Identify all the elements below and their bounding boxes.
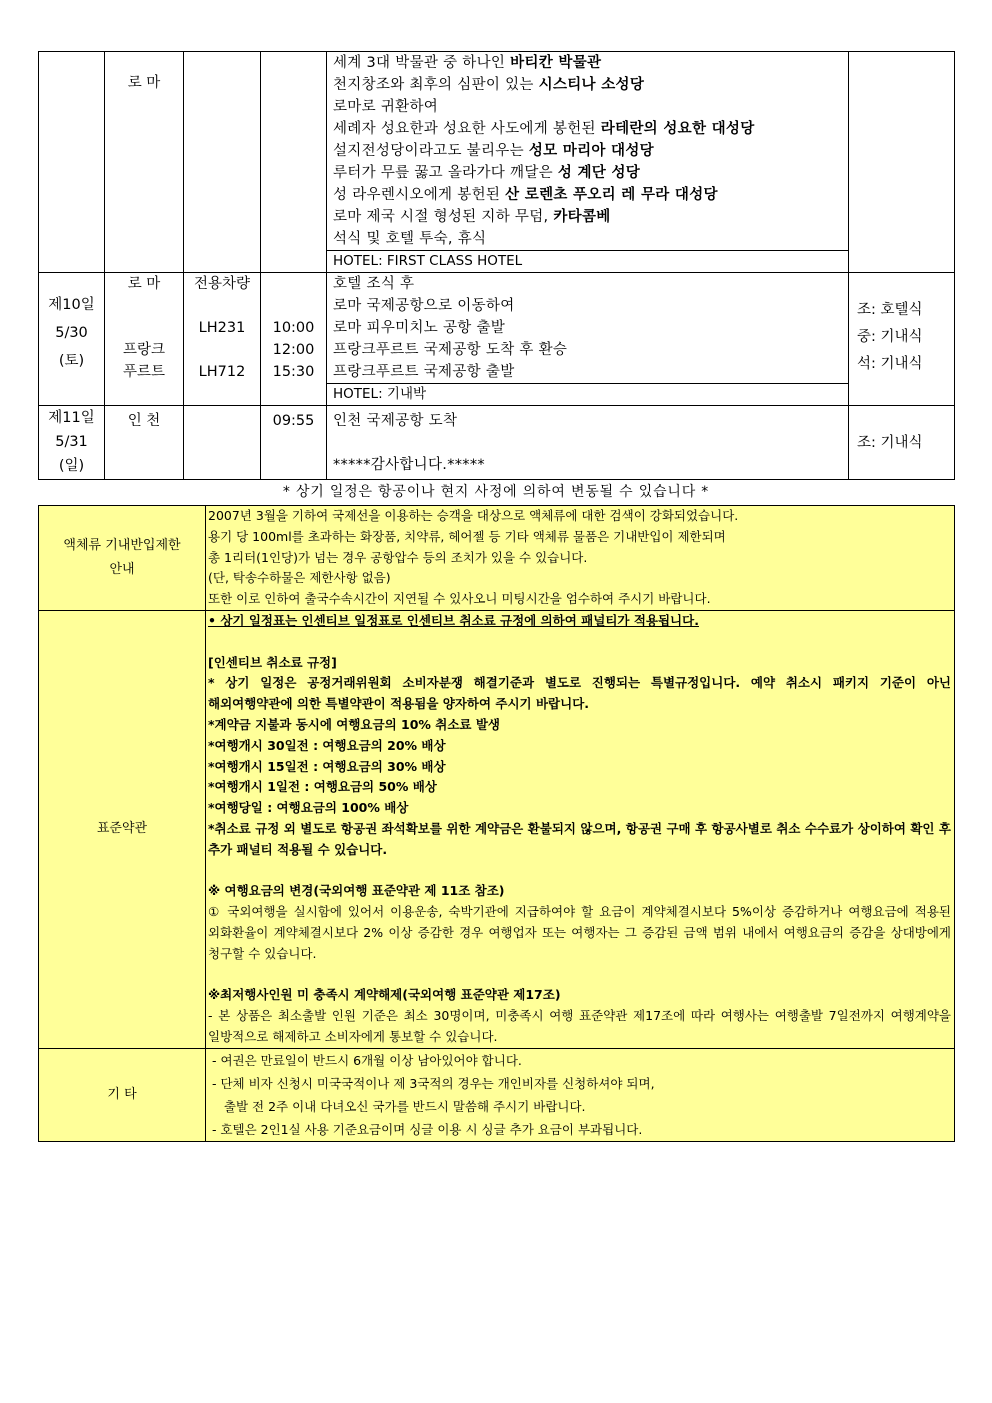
cancel-rule-item: *여행개시 1일전 : 여행요금의 50% 배상: [208, 779, 437, 795]
itinerary-table: [38, 51, 955, 480]
day-date: 5/31: [55, 434, 88, 450]
document-sheet: [38, 51, 954, 1142]
cancel-rules-extra: *취소료 규정 외 별도로 항공권 좌석확보를 위한 계약금은 환불되지 않으며, 항공권 구매 후 항공사별로 취소 수수료가 상이하여 확인 후 추가 패널티 적용될 수 있습니다.: [208, 820, 951, 857]
liquids-line: 2007년 3월을 기하여 국제선을 이용하는 승객을 대상으로 액체류에 대한 검색이 강화되었습니다.: [208, 508, 739, 523]
activity-line: 천지창조와 최후의 심판이 있는 시스티나 소성당: [333, 77, 645, 93]
time-cell: [261, 406, 327, 480]
activity-line: 세례자 성요한과 성요한 사도에게 봉헌된 라테란의 성요한 대성당: [333, 121, 755, 137]
flight-number: LH231: [198, 320, 246, 336]
liquids-content: [206, 506, 955, 611]
activity-line: 프랑크푸르트 국제공항 도착 후 환승: [333, 342, 568, 358]
city-name: 푸르트: [122, 364, 166, 380]
fare-change-title: ※ 여행요금의 변경(국외여행 표준약관 제 11조 참조): [208, 883, 505, 899]
meal-breakfast: 조: 호텔식: [857, 302, 923, 318]
cancel-rule-item: *계약금 지불과 동시에 여행요금의 10% 취소료 발생: [208, 716, 500, 732]
activity-line: 세계 3대 박물관 중 하나인 바티칸 박물관: [333, 55, 602, 71]
time-value: 10:00: [272, 320, 315, 336]
meal-cell: [849, 406, 955, 480]
schedule-change-note: * 상기 일정은 항공이나 현지 사정에 의하여 변동될 수 있습니다 *: [282, 484, 710, 500]
city-cell: [105, 52, 184, 273]
activity-cell: [327, 406, 849, 480]
cancel-rules-intro: * 상기 일정은 공정거래위원회 소비자분쟁 해결기준과 별도로 진행되는 특별규정입니다. 예약 취소시 패키지 기준이 아닌 해외여행약관에 의한 특별약관이 적용됨을 양자하여 주시기 바랍니다.: [208, 675, 951, 712]
city-name: 로 마: [127, 75, 161, 91]
city-cell: [105, 273, 184, 406]
time-value: 15:30: [272, 364, 315, 380]
terms-headline: • 상기 일정표는 인센티브 일정표로 인센티브 취소료 규정에 의하여 패널티가 적용됩니다.: [208, 612, 699, 628]
city-name: 로 마: [127, 276, 161, 292]
time-cell: [261, 52, 327, 273]
time-value: 09:55: [272, 413, 315, 429]
activity-line: 호텔 조식 후: [333, 276, 415, 292]
activity-line: 로마 피우미치노 공항 출발: [333, 320, 506, 336]
city-name: 인 천: [127, 413, 161, 429]
cancel-rules-title: [인센티브 취소료 규정]: [208, 654, 337, 670]
time-cell: [261, 273, 327, 406]
itinerary-row-rome: [39, 52, 955, 273]
liquids-label: 액체류 기내반입제한 안내: [39, 506, 206, 611]
activity-line: [327, 432, 848, 454]
cancel-rule-item: *여행개시 15일전 : 여행요금의 30% 배상: [208, 758, 446, 774]
day-cell: [39, 406, 105, 480]
activity-line: 루터가 무릎 꿇고 올라가다 깨달은 성 계단 성당: [333, 165, 641, 181]
info-row-liquids: [39, 506, 955, 611]
day-weekday: (토): [58, 353, 85, 369]
liquids-line: 용기 당 100ml를 초과하는 화장품, 치약류, 헤어젤 등 기타 액체류 물품은 기내반입이 제한되며: [208, 528, 726, 544]
transport-cell: [184, 406, 261, 480]
activity-line: 인천 국제공항 도착: [333, 413, 458, 429]
day-number: 제10일: [48, 297, 95, 313]
activity-line: 석식 및 호텔 투숙, 휴식: [333, 231, 487, 247]
etc-line: - 여권은 만료일이 반드시 6개월 이상 남아있어야 합니다.: [208, 1052, 522, 1068]
meal-cell: [849, 52, 955, 273]
etc-line: - 호텔은 2인1실 사용 기준요금이며 싱글 이용 시 싱글 추가 요금이 부과됩니다.: [208, 1121, 643, 1137]
flight-number: LH712: [198, 364, 246, 380]
terms-label: 표준약관: [39, 610, 206, 1048]
itinerary-row-day10: [39, 273, 955, 406]
info-table: [38, 505, 955, 1142]
meal-lunch: 중: 기내식: [857, 329, 923, 345]
etc-line: - 단체 비자 신청시 미국국적이나 제 3국적의 경우는 개인비자를 신청하셔야 되며,: [208, 1075, 655, 1091]
activity-cell: [327, 273, 849, 406]
liquids-line: (단, 탁송수하물은 제한사항 없음): [208, 570, 391, 586]
activity-line: *****감사합니다.*****: [333, 457, 485, 473]
itinerary-row-day11: [39, 406, 955, 480]
terms-content: [206, 610, 955, 1048]
hotel-line: HOTEL: 기내박: [327, 383, 848, 405]
hotel-line: HOTEL: FIRST CLASS HOTEL: [327, 250, 848, 272]
day-date: 5/30: [55, 325, 88, 341]
transport-cell: [184, 52, 261, 273]
min-participants-title: ※최저행사인원 미 충족시 계약해제(국외여행 표준약관 제17조): [208, 987, 561, 1003]
etc-content: [206, 1048, 955, 1141]
liquids-line: 총 1리터(1인당)가 넘는 경우 공항압수 등의 조치가 있을 수 있습니다.: [208, 549, 588, 565]
liquids-line: 또한 이로 인하여 출국수속시간이 지연될 수 있사오니 미팅시간을 엄수하여 주시기 바랍니다.: [208, 591, 711, 607]
day-weekday: (일): [58, 458, 85, 474]
day-number: 제11일: [48, 410, 95, 426]
transport-cell: [184, 273, 261, 406]
day-cell: [39, 52, 105, 273]
city-cell: [105, 406, 184, 480]
activity-line: 로마 제국 시절 형성된 지하 무덤, 카타콤베: [333, 209, 611, 225]
activity-line: 로마 국제공항으로 이동하여: [333, 298, 515, 314]
cancel-rule-item: *여행개시 30일전 : 여행요금의 20% 배상: [208, 737, 446, 753]
info-row-etc: [39, 1048, 955, 1141]
time-value: 12:00: [272, 342, 315, 358]
city-name: 프랑크: [122, 342, 166, 358]
cancel-rule-item: *여행당일 : 여행요금의 100% 배상: [208, 800, 409, 816]
day-cell: [39, 273, 105, 406]
transport-vehicle: 전용차량: [193, 276, 251, 292]
min-participants-text: - 본 상품은 최소출발 인원 기준은 최소 30명이며, 미충족시 여행 표준약관 제17조에 따라 여행사는 여행출발 7일전까지 여행계약을 일방적으로 해제하고 소비자에게 통보할 수 있습니다.: [208, 1008, 951, 1044]
meal-cell: [849, 273, 955, 406]
activity-cell: [327, 52, 849, 273]
activity-line: 프랑크푸르트 국제공항 출발: [333, 364, 515, 380]
fare-change-text: ① 국외여행을 실시함에 있어서 이용운송, 숙박기관에 지급하여야 할 요금이 계약체결시보다 5%이상 증감하거나 여행요금에 적용된 외화환율이 계약체결시보다 2% 이상 증감한 경우 여행업자 또는 여행자는 그 증감된 금액 범위 내에서 여행요금의 증감을 상대방에게 청구할 수 있습니다.: [208, 904, 951, 961]
etc-line: 출발 전 2주 이내 다녀오신 국가를 반드시 말씀해 주시기 바랍니다.: [208, 1098, 586, 1114]
meal-dinner: 석: 기내식: [857, 356, 923, 372]
activity-line: 로마로 귀환하여: [333, 99, 439, 115]
activity-line: 성 라우렌시오에게 봉헌된 산 로렌초 푸오리 레 무라 대성당: [333, 187, 718, 203]
info-row-terms: [39, 610, 955, 1048]
activity-line: 설지전성당이라고도 불리우는 성모 마리아 대성당: [333, 143, 654, 159]
meal-breakfast: 조: 기내식: [857, 435, 923, 451]
etc-label: 기 타: [39, 1048, 206, 1141]
